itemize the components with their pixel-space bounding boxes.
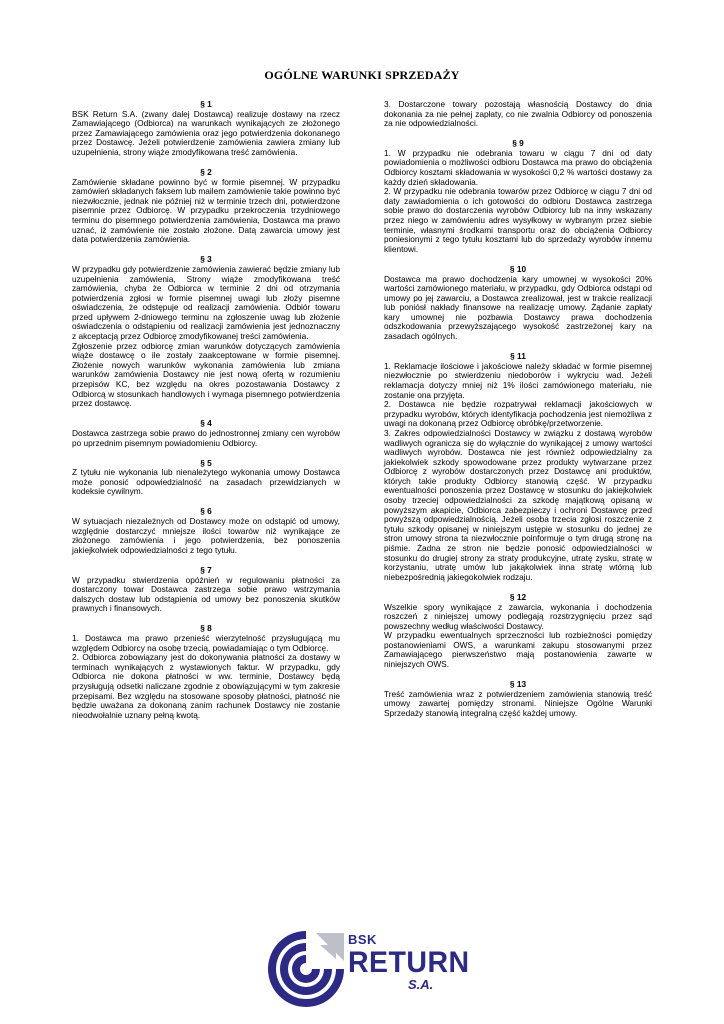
section xyxy=(72,459,340,497)
logo-swirl-icon xyxy=(262,929,348,1009)
section xyxy=(384,680,652,718)
section xyxy=(384,139,652,254)
section xyxy=(384,265,652,342)
section xyxy=(384,593,652,670)
section xyxy=(384,352,652,582)
section-paragraph: 2. Dostawca nie będzie rozpatrywał reklamacji jakościowych w przypadku wyrobów, których identyfikacja pochodzenia jest niemożliwa z uwagi na dokonaną przez Odbiorcę obróbkę/przetworzenie. xyxy=(384,399,652,429)
section-paragraph: 3. Dostarczone towary pozostają własnością Dostawcy do dnia dokonania za nie pełnej zapłaty, co nie zwalnia Odbiorcy od ponoszenia za nie odpowiedzialności. xyxy=(384,99,652,129)
section-paragraph: Zgłoszenie przez odbiorcę zmian warunków dotyczących zamówienia wiąże dostawcę o ile zostały zaakceptowane w formie pisemnej. Złożenie nowych warunków wykonania zamówienia lub zmiana warunków zamówienia Dostawcy nie jest nową ofertą w rozumieniu przepisów KC, bez względu na okres pozostawania Dostawcy z Odbiorcą w stosunkach handlowych i wymaga pisemnego potwierdzenia przez dostawcę. xyxy=(72,340,340,409)
left-column xyxy=(72,100,340,731)
section xyxy=(72,419,340,448)
section-paragraph: W sytuacjach niezależnych od Dostawcy może on odstąpić od umowy, względnie dostarczyć mniejsze ilości towarów niż wynikające ze złożonego zamówienia i jego potwierdzenia, bez ponoszenia jakiejkolwiek odpowiedzialności z tego tytułu. xyxy=(72,516,340,555)
section-paragraph: Z tytułu nie wykonania lub nienależytego wykonania umowy Dostawca może ponosić odpowiedzialność na zasadach przewidzianych w kodeksie cywilnym. xyxy=(72,467,340,497)
section xyxy=(72,624,340,720)
section xyxy=(72,566,340,614)
section xyxy=(72,100,340,158)
logo-text-return: RETURN xyxy=(348,946,470,979)
logo-text-sa: S.A. xyxy=(408,977,434,992)
section xyxy=(72,255,340,409)
section-heading: § 6 xyxy=(200,506,212,517)
section-heading: § 2 xyxy=(200,167,212,178)
section-heading: § 10 xyxy=(509,263,527,274)
section-heading: § 1 xyxy=(200,99,212,109)
company-logo xyxy=(262,929,470,1009)
section-paragraph: Dostawca ma prawo dochodzenia kary umownej w wysokości 20% wartości zamówionego materiału, w przypadku, gdy Odbiorca odstąpi od umowy po jej zawarciu, a Dostawca zrealizował, jest w trakcie realizacji lub poniósł nakłady finansowe na realizację umowy. Żądanie zapłaty kary umownej nie pozbawia Dostawcy prawa dochodzenia odszkodowania przewyższającego wysokość zastrzeżonej kary na zasadach ogólnych. xyxy=(384,273,652,342)
section-heading: § 3 xyxy=(200,254,212,265)
section-paragraph: 3. Zakres odpowiedzialności Dostawcy w związku z dostawą wyrobów wadliwych ogranicza się do wyłącznie do wynikającej z umowy wartości wadliwych wyrobów. Dostawca nie jest również odpowiedzialny za jakiekolwiek szkody spowodowane przez produkty wytwarzane przez Odbiorcę z wyrobów dostarczonych przez Dostawcę ani produktów, których takie produkty Odbiorcy stanowią część. W przypadku ewentualności ponoszenia przez Dostawcę w stosunku do jakiejkolwiek osoby trzeciej odpowiedzialności za szkodę majątkową opisaną w powyższym akapicie, Odbiorca zabezpieczy i ochroni Dostawcę przed powyższą odpowiedzialnością. Jeżeli osoba trzecia zgłosi roszczenie z tytułu szkody opisanej w niniejszym ustępie w stosunku do jednej ze stron umowy strona ta niezwłocznie poinformuje o tym drugą stronę na piśmie. Żadna ze stron nie będzie ponosić odpowiedzialności w stosunku do drugiej strony za straty produkcyjne, utratę zysku, stratę w korzystaniu, utratę umów lub jakąkolwiek inna stratę wtórną lub niebezpośrednią jakiegokolwiek rodzaju. xyxy=(384,427,652,582)
section-heading: § 13 xyxy=(509,679,527,690)
section-paragraph: Zamówienie składane powinno być w formie pisemnej. W przypadku zamówień składanych faksem lub mailem zamówienie takie powinno być niezwłocznie, jednak nie później niż w terminie trzech dni, potwierdzone pisemnie przez Odbiorcę. W przypadku przekroczenia trzydniowego terminu do pisemnego potwierdzenia zamówienia, Dostawca ma prawo uznać, iż zamówienie nie zostało złożone. Datą zawarcia umowy jest data potwierdzenia zamówienia. xyxy=(72,176,340,245)
section-paragraph: Treść zamówienia wraz z potwierdzeniem zamówienia stanowią treść umowy zawartej pomiędzy stronami. Niniejsze Ogólne Warunki Sprzedaży stanowią integralną część każdej umowy. xyxy=(384,688,652,718)
section-paragraph: 2. Odbiorca zobowiązany jest do dokonywania płatności za dostawy w terminach wynikających z wystawionych faktur. W przypadku, gdy Odbiorca nie dokona płatności w ww. terminie, Dostawcy będą przysługują odsetki naliczane zgodnie z obowiązującymi w tym zakresie przepisami. Bez względu na stosowane sposoby płatności, płatność nie będzie uważana za dokonaną zanim rachunek Dostawcy nie zostanie nieodwołalnie uznany pełną kwotą. xyxy=(72,652,340,720)
section-heading: § 9 xyxy=(512,138,524,149)
section-paragraph: BSK Return S.A. (zwany dalej Dostawcą) realizuje dostawy na rzecz Zamawiającego (Odbiorca) na warunkach wynikających ze złożonego przez Zamawiającego zamówienia oraz jego potwierdzenia dokonanego przez Dostawcę. Jeżeli potwierdzenie zamówienia zawiera zmiany lub uzupełnienia, strony wiąże zmodyfikowana treść zamówienia. xyxy=(72,108,340,157)
section-heading: § 11 xyxy=(510,351,526,362)
section-heading: § 5 xyxy=(200,457,212,468)
section-heading: § 7 xyxy=(200,564,212,575)
section-paragraph: W przypadku ewentualnych sprzeczności lub rozbieżności pomiędzy postanowieniami OWS, a warunkami zakupu stosowanymi przez Zamawiającego pierwszeństwo mają postanowienia zawarte w niniejszych OWS. xyxy=(384,630,652,670)
right-column xyxy=(384,100,652,729)
section-paragraph: Wszelkie spory wynikające z zawarcia, wykonania i dochodzenia roszczeń z niniejszej umowy podlegają rozstrzygnięciu przez sąd powszechny według właściwości Dostawcy. xyxy=(384,601,652,631)
section-paragraph: 1. Reklamacje ilościowe i jakościowe należy składać w formie pisemnej niezwłocznie po stwierdzeniu niedoborów i wykryciu wad. Jeżeli reklamacja dotyczy mniej niż 1% ilości zamówionego materiału, nie zostanie ona przyjęta. xyxy=(384,360,652,400)
section xyxy=(72,507,340,555)
section xyxy=(72,168,340,245)
section-paragraph: 1. Dostawca ma prawo przenieść wierzytelność przysługującą mu względem Odbiorcy na osobę trzecią, powiadamiając o tym Odbiorcę. xyxy=(72,633,340,653)
section-heading: § 4 xyxy=(200,418,212,429)
section-paragraph: Dostawca zastrzega sobie prawo do jednostronnej zmiany cen wyrobów po uprzednim pisemnym powiadomieniu Odbiorcy. xyxy=(72,427,340,448)
logo-text-bsk: BSK xyxy=(348,932,377,947)
document-title: OGÓLNE WARUNKI SPRZEDAŻY xyxy=(264,68,460,82)
section-paragraph: 1. W przypadku nie odebrania towaru w ciągu 7 dni od daty powiadomienia o możliwości odbioru Dostawca ma prawo do obciążenia Odbiorcy kosztami składowania w wysokości 0,2 % wartości dostawy za każdy dzień składowania. xyxy=(384,147,652,187)
section xyxy=(384,100,652,129)
section-heading: § 12 xyxy=(509,591,527,602)
section-paragraph: W przypadku gdy potwierdzenie zamówienia zawierać będzie zmiany lub uzupełnienia zamówienia, Strony wiąże zmodyfikowana treść zamówienia, chyba że Odbiorca w terminie 2 dni od otrzymania potwierdzenia zgłosi w formie pisemnej uwagi lub złoży pisemne oświadczenia, że odstępuje od realizacji zamówienia. Odbiór towaru przed upływem 2-dniowego terminu na zgłoszenie uwag lub złożenie oświadczenia o odstąpieniu od realizacji zamówienia jest jednoznaczny z akceptacją przez Odbiorcę zmodyfikowanej treści zamówienia. xyxy=(72,263,340,342)
section-paragraph: 2. W przypadku nie odebrania towarów przez Odbiorcę w ciągu 7 dni od daty zawiadomienia o ich gotowości do odbioru Dostawca zastrzega sobie prawo do dostarczenia wyrobów Odbiorcy lub na inny wskazany przez niego w zamówieniu adres wysyłkowy w wybranym przez siebie terminie, własnymi środkami transportu oraz do obciążenia Odbiorcy poniesionymi z tego tytułu kosztami lub do sprzedaży wyrobów innemu klientowi. xyxy=(384,186,652,254)
section-heading: § 8 xyxy=(200,623,212,634)
section-paragraph: W przypadku stwierdzenia opóźnień w regulowaniu płatności za dostarczony towar Dostawca zastrzega sobie prawo wstrzymania dalszych dostaw lub odstąpienia od umowy bez ponoszenia skutków prawnych i finansowych. xyxy=(72,574,340,614)
